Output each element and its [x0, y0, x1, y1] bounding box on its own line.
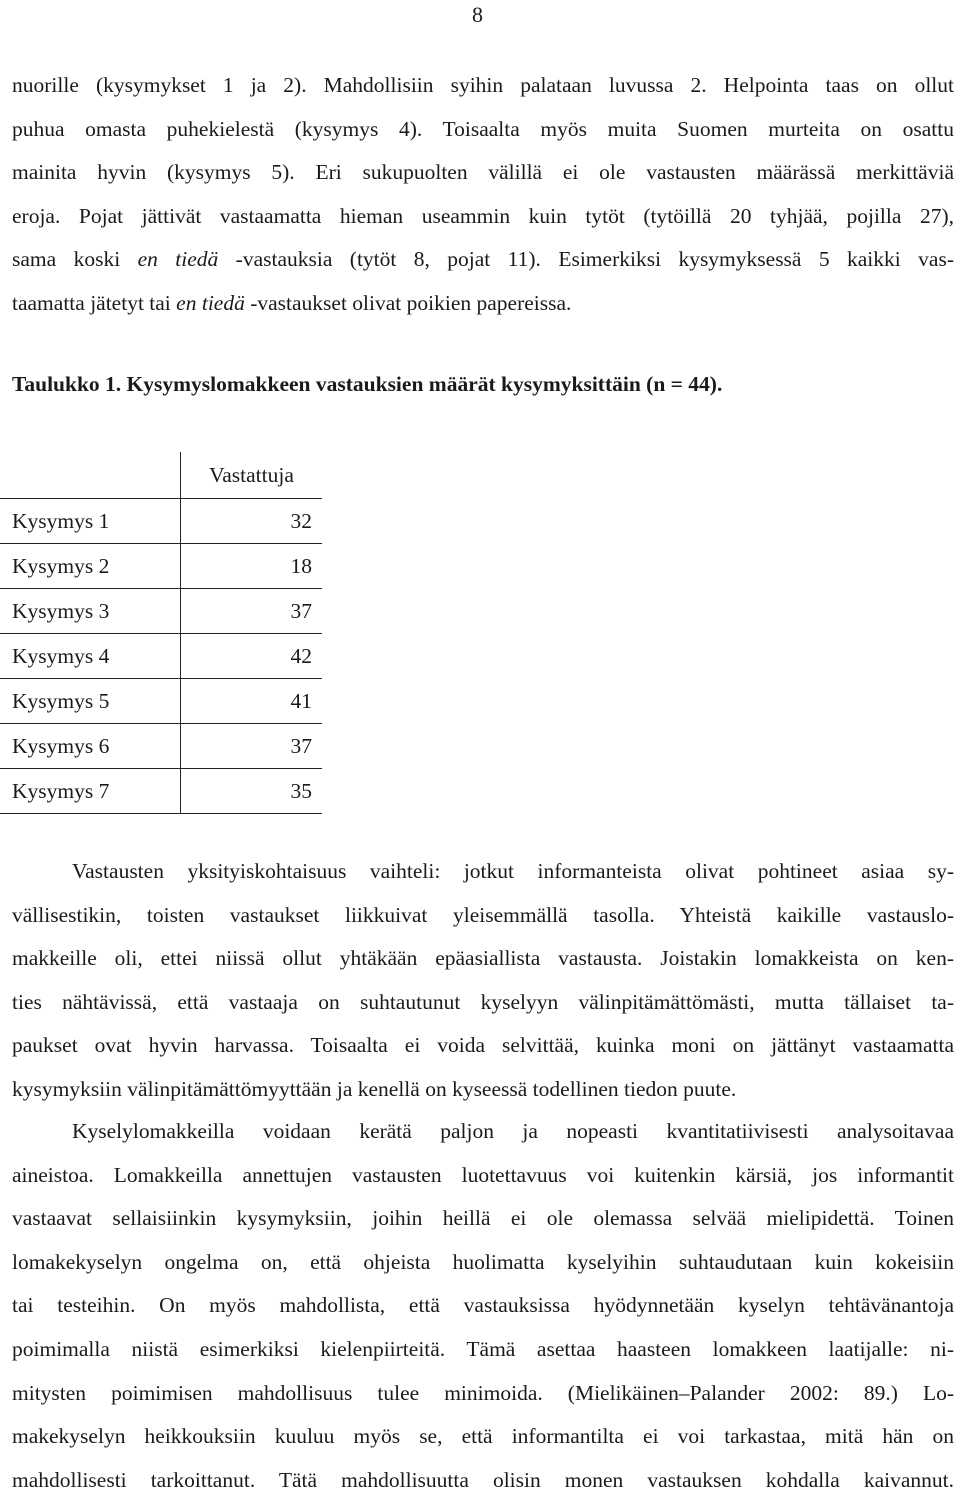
paragraph-line: eroja. Pojat jättivät vastaamatta hieman useammin kuin tytöt (tytöillä 20 tyhjää, pojilla 27), — [12, 203, 954, 228]
paragraph-line: puhua omasta puhekielestä (kysymys 4). Toisaalta myös muita Suomen murteita on osattu — [12, 116, 954, 141]
paragraph-line: vällisestikin, toisten vastaukset liikkuivat yleisemmällä tasolla. Yhteistä kaikille vastauslo- — [12, 902, 954, 927]
row-label: Kysymys 5 — [0, 679, 181, 724]
table-caption: Taulukko 1. Kysymyslomakkeen vastauksien määrät kysymyksittäin (n = 44). — [12, 372, 723, 396]
row-value-text: 35 — [290, 778, 312, 803]
row-label: Kysymys 3 — [0, 589, 181, 634]
row-value-text: 18 — [290, 553, 312, 578]
table-row — [0, 544, 322, 589]
page-number: 8 — [472, 2, 483, 27]
row-value-text: 37 — [290, 598, 312, 623]
paragraph-line: mainita hyvin (kysymys 5). Eri sukupuolten välillä ei ole vastausten määrässä merkittäviä — [12, 160, 954, 185]
paragraph-detail — [12, 850, 954, 1112]
paragraph-intro — [12, 64, 954, 326]
paragraph-line: poimimalla niistä esimerkiksi kielenpiirteitä. Tämä asettaa haasteen lomakkeen laatijalle: ni- — [12, 1336, 954, 1361]
paragraph-line — [12, 282, 954, 326]
row-value — [181, 544, 323, 589]
row-value — [181, 499, 323, 544]
header-empty-cell — [0, 452, 181, 499]
column-header: Vastattuja — [209, 462, 294, 487]
paragraph-line: makekyselyn heikkouksiin kuuluu myös se, että informantilta ei voi tarkastaa, mitä hän on — [12, 1424, 954, 1449]
text-segment: -vastaukset olivat poikien papereissa. — [244, 290, 572, 315]
paragraph-line: tai testeihin. On myös mahdollista, että vastauksissa hyödynnetään kyselyn tehtävänantoja — [12, 1293, 954, 1318]
table-row — [0, 679, 322, 724]
row-label: Kysymys 7 — [0, 769, 181, 814]
paragraph-line: mahdollisesti tarkoittanut. Tätä mahdollisuutta olisin monen vastauksen kohdalla kaivannut. — [12, 1467, 954, 1492]
paragraph-line: kysymyksiin välinpitämättömyyttään ja kenellä on kyseessä todellinen tiedon puute. — [12, 1076, 737, 1101]
paragraph-line: Vastausten yksityiskohtaisuus vaihteli: jotkut informanteista olivat pohtineet asiaa sy- — [72, 859, 954, 883]
paragraph-line: nuorille (kysymykset 1 ja 2). Mahdollisiin syihin palataan luvussa 2. Helpointa taas on ollut — [12, 73, 954, 97]
responses-table — [0, 452, 322, 814]
row-label: Kysymys 2 — [0, 544, 181, 589]
paragraph-methods — [12, 1110, 954, 1502]
paragraph-line — [12, 238, 954, 282]
row-value — [181, 769, 323, 814]
table-row — [0, 589, 322, 634]
paragraph-line: vastaavat sellaisiinkin kysymyksiin, joihin heillä ei ole olemassa selvää mielipidettä. Toinen — [12, 1206, 954, 1231]
emphasized-phrase: en tiedä — [176, 290, 245, 315]
text-segment: sama koski — [12, 247, 138, 272]
text-segment: -vastauksia (tytöt 8, pojat 11). Esimerkiksi kysymyksessä 5 kaikki vas- — [218, 247, 954, 272]
table-row — [0, 724, 322, 769]
row-label: Kysymys 1 — [0, 499, 181, 544]
text-segment: taamatta jätetyt tai — [12, 290, 177, 315]
row-value — [181, 724, 323, 769]
row-value-text: 32 — [290, 508, 312, 533]
paragraph-line: lomakekyselyn ongelma on, että ohjeista huolimatta kyselyihin suhtaudutaan kuin kokeisiin — [12, 1249, 954, 1274]
paragraph-line: Kyselylomakkeilla voidaan kerätä paljon ja nopeasti kvantitatiivisesti analysoitavaa — [72, 1119, 954, 1143]
row-label: Kysymys 6 — [0, 724, 181, 769]
row-value-text: 37 — [290, 733, 312, 758]
table-row — [0, 634, 322, 679]
paragraph-line: mitysten poimimisen mahdollisuus tulee minimoida. (Mielikäinen–Palander 2002: 89.) Lo- — [12, 1380, 954, 1405]
table-row — [0, 499, 322, 544]
paragraph-line: paukset ovat hyvin harvassa. Toisaalta ei voida selvittää, kuinka moni on jättänyt vastaamatta — [12, 1033, 954, 1058]
row-value-text: 41 — [290, 688, 312, 713]
paragraph-line: makkeille oli, ettei niissä ollut yhtäkään epäasiallista vastausta. Joistakin lomakkeista on ken- — [12, 946, 954, 971]
table-row — [0, 769, 322, 814]
row-value — [181, 634, 323, 679]
row-value — [181, 589, 323, 634]
row-label: Kysymys 4 — [0, 634, 181, 679]
row-value — [181, 679, 323, 724]
paragraph-line: ties nähtävissä, että vastaaja on suhtautunut kyselyyn välinpitämättömästi, mutta tällaiset ta- — [12, 989, 954, 1014]
emphasized-phrase: en tiedä — [137, 247, 219, 272]
paragraph-line: aineistoa. Lomakkeilla annettujen vastausten luotettavuus voi kuitenkin kärsiä, jos informantit — [12, 1162, 954, 1187]
row-value-text: 42 — [290, 643, 312, 668]
table-header-row — [0, 452, 322, 499]
